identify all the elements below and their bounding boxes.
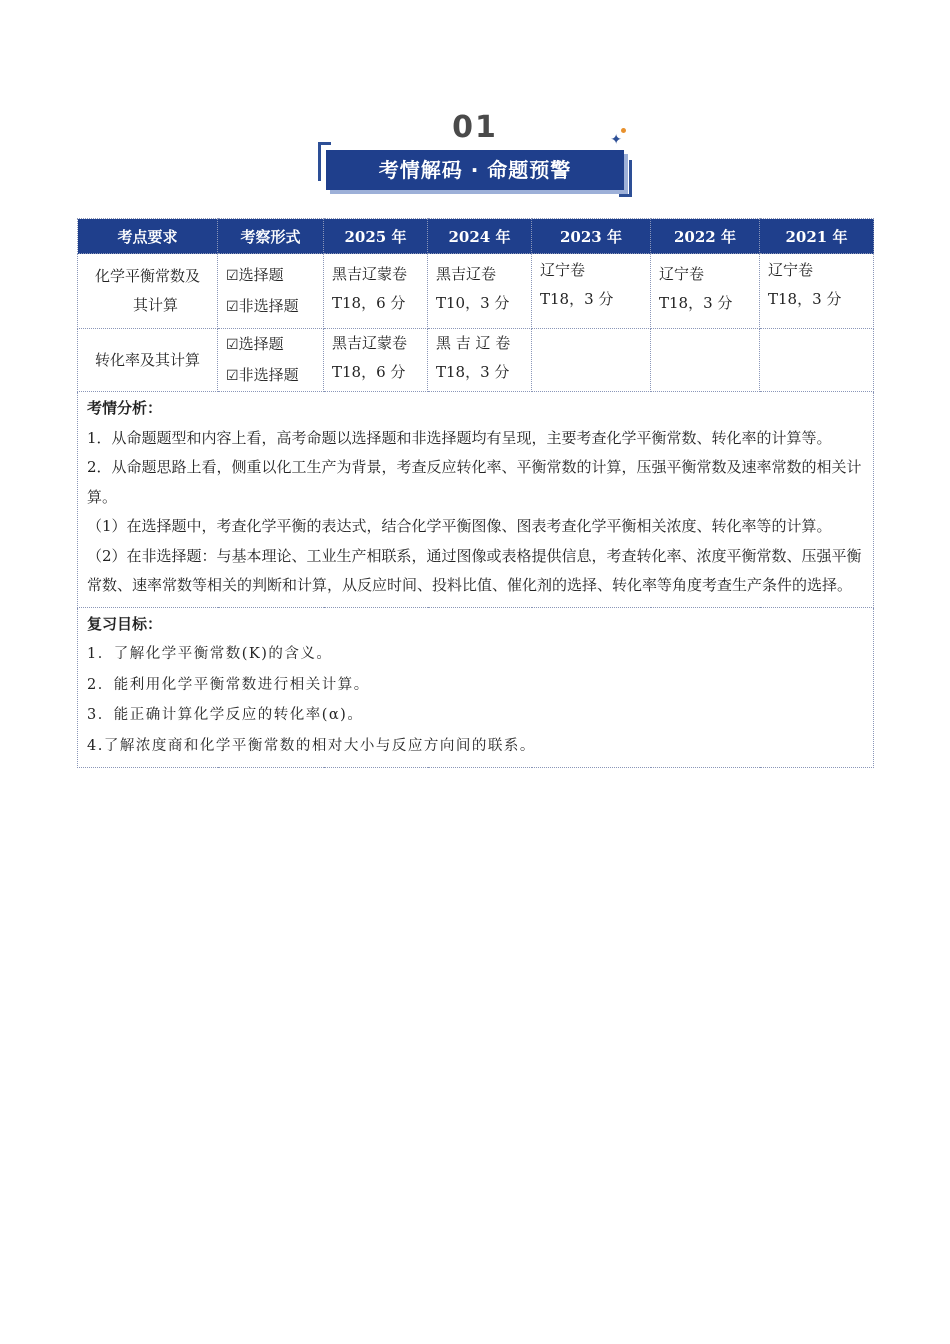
column-header: 2021 年 xyxy=(760,219,874,254)
section-title: 考情解码 · 命题预警 xyxy=(326,150,624,190)
goal-item: 4.了解浓度商和化学平衡常数的相对大小与反应方向间的联系。 xyxy=(87,737,536,754)
analysis-heading: 考情分析： xyxy=(87,399,163,417)
checked-box-icon: ☑ xyxy=(226,337,239,353)
year-cell xyxy=(760,329,874,392)
column-header: 考点要求 xyxy=(78,219,218,254)
form-cell xyxy=(218,254,324,329)
table-row xyxy=(78,329,874,392)
analysis-item: （1）在选择题中，考查化学平衡的表达式，结合化学平衡图像、图表考查化学平衡相关浓度、转化率等的计算。 xyxy=(87,517,832,535)
year-cell: 黑吉辽蒙卷 T18，6 分 xyxy=(324,254,428,329)
section-number: 01 xyxy=(452,110,498,145)
column-header: 2023 年 xyxy=(532,219,651,254)
checked-box-icon: ☑ xyxy=(226,299,239,315)
goal-item: 2．能利用化学平衡常数进行相关计算。 xyxy=(87,676,370,693)
year-cell xyxy=(651,329,760,392)
exam-analysis-table xyxy=(77,218,874,768)
analysis-row xyxy=(78,392,874,608)
analysis-item: 1．从命题题型和内容上看，高考命题以选择题和非选择题均有呈现，主要考查化学平衡常数、转化率的计算等。 xyxy=(87,428,832,447)
table-header-row xyxy=(78,219,874,254)
year-cell: 辽宁卷 T18，3 分 xyxy=(760,254,874,329)
year-cell: 辽宁卷 T18，3 分 xyxy=(651,254,760,329)
section-header xyxy=(310,108,640,198)
year-cell: 辽宁卷 T18，3 分 xyxy=(532,254,651,329)
checked-box-icon: ☑ xyxy=(226,268,239,284)
sparkle-icon: ✦ xyxy=(610,132,622,148)
analysis-item: （2）在非选择题：与基本理论、工业生产相联系，通过图像或表格提供信息，考查转化率、浓度平衡常数、压强平衡常数、速率常数等相关的判断和计算，从反应时间、投料比值、催化剂的选择、转化率等角度考查生产条件的选择。 xyxy=(87,546,862,594)
column-header: 2025 年 xyxy=(324,219,428,254)
goal-item: 1．了解化学平衡常数(K)的含义。 xyxy=(87,646,333,662)
goals-heading: 复习目标： xyxy=(87,614,163,633)
year-cell: 黑吉辽卷 T10，3 分 xyxy=(428,254,532,329)
checkbox-item: ☑非选择题 xyxy=(226,366,299,384)
column-header: 2024 年 xyxy=(428,219,532,254)
checkbox-item: ☑选择题 xyxy=(226,266,284,284)
table-row xyxy=(78,254,874,329)
checked-box-icon: ☑ xyxy=(226,368,239,384)
column-header: 2022 年 xyxy=(651,219,760,254)
goals-section xyxy=(78,607,874,768)
checkbox-item: ☑非选择题 xyxy=(226,297,299,315)
form-cell xyxy=(218,329,324,392)
checkbox-item: ☑选择题 xyxy=(226,335,284,353)
topic-cell: 化学平衡常数及 其计算 xyxy=(78,254,218,329)
year-cell: 黑吉辽蒙卷 T18，6 分 xyxy=(324,329,428,392)
goal-item: 3．能正确计算化学反应的转化率(α)。 xyxy=(87,707,364,723)
column-header: 考察形式 xyxy=(218,219,324,254)
topic-cell: 转化率及其计算 xyxy=(78,329,218,392)
analysis-section xyxy=(78,392,874,608)
year-cell xyxy=(532,329,651,392)
analysis-item: 2．从命题思路上看，侧重以化工生产为背景，考查反应转化率、平衡常数的计算，压强平衡常数及速率常数的相关计算。 xyxy=(87,458,862,506)
goals-row xyxy=(78,607,874,768)
year-cell: 黑 吉 辽 卷 T18，3 分 xyxy=(428,329,532,392)
